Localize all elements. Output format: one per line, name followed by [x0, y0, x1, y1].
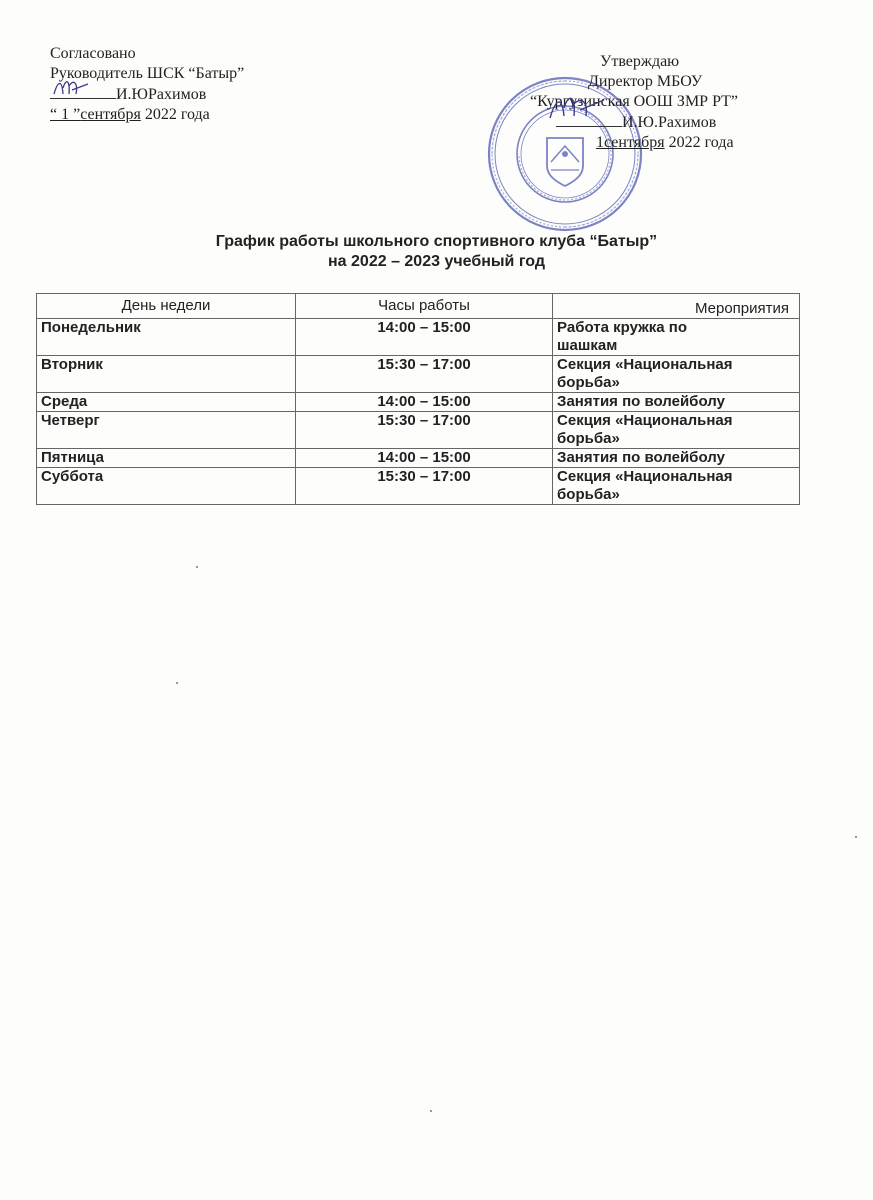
- cell-activity: [553, 319, 800, 356]
- approval-right-position: Директор МБОУ: [588, 73, 703, 90]
- approval-left-date-month: сентября: [80, 106, 141, 123]
- approval-left-signature-row: [50, 84, 244, 105]
- approval-right-heading: Утверждаю: [600, 53, 680, 70]
- table-header-row: [37, 294, 800, 319]
- signature-icon: [50, 84, 116, 99]
- approval-right-date: [520, 133, 840, 153]
- cell-hours: 15:30 – 17:00: [296, 412, 553, 449]
- cell-hours: 15:30 – 17:00: [296, 356, 553, 393]
- cell-activity-line1: Работа кружка по: [557, 319, 687, 336]
- table-row: [37, 319, 800, 356]
- approval-right: [520, 52, 840, 153]
- document-title-line2: на 2022 – 2023 учебный год: [328, 253, 545, 270]
- document-title-line1: График работы школьного спортивного клуба “Батыр”: [215, 233, 658, 250]
- table-row: [37, 393, 800, 412]
- approval-right-signature-row: [520, 112, 840, 133]
- cell-hours: 14:00 – 15:00: [296, 449, 553, 468]
- cell-activity-line1: Занятия по волейболу: [557, 449, 725, 466]
- cell-day: Среда: [37, 393, 296, 412]
- cell-hours: 14:00 – 15:00: [296, 319, 553, 356]
- cell-hours: 14:00 – 15:00: [296, 393, 553, 412]
- schedule-table: [36, 293, 800, 505]
- scan-speck: [176, 682, 178, 684]
- header-hours: Часы работы: [296, 294, 553, 319]
- cell-hours: 15:30 – 17:00: [296, 468, 553, 505]
- cell-day: Понедельник: [37, 319, 296, 356]
- header-day: День недели: [37, 294, 296, 319]
- cell-activity-line2: борьба»: [557, 374, 620, 391]
- approval-left: [50, 44, 244, 125]
- signature-icon: [556, 112, 622, 127]
- approval-left-date-year: 2022 года: [144, 106, 210, 123]
- approval-left-date: [50, 105, 244, 125]
- cell-day: Пятница: [37, 449, 296, 468]
- approval-right-date-day: 1: [596, 134, 604, 151]
- cell-activity: [553, 356, 800, 393]
- table-row: [37, 412, 800, 449]
- cell-day: Вторник: [37, 356, 296, 393]
- table-row: [37, 356, 800, 393]
- cell-activity: [553, 412, 800, 449]
- table-row: [37, 449, 800, 468]
- cell-activity-line1: Секция «Национальная: [557, 468, 733, 485]
- cell-activity: [553, 449, 800, 468]
- cell-activity-line1: Секция «Национальная: [557, 356, 733, 373]
- cell-activity-line1: Секция «Национальная: [557, 412, 733, 429]
- cell-activity-line2: борьба»: [557, 486, 620, 503]
- approval-right-date-year: 2022 года: [668, 134, 734, 151]
- scan-speck: [855, 836, 857, 838]
- cell-activity: [553, 468, 800, 505]
- cell-activity-line2: борьба»: [557, 430, 620, 447]
- cell-day: Суббота: [37, 468, 296, 505]
- scan-speck: [430, 1110, 432, 1112]
- approval-left-date-day: “ 1 ”: [50, 106, 81, 123]
- approval-left-heading: Согласовано: [50, 45, 136, 62]
- approval-left-position: Руководитель ШСК “Батыр”: [50, 65, 245, 82]
- cell-activity-line2: шашкам: [557, 337, 618, 354]
- table-row: [37, 468, 800, 505]
- cell-day: Четверг: [37, 412, 296, 449]
- approval-right-name: И.Ю.Рахимов: [622, 114, 717, 131]
- cell-activity: [553, 393, 800, 412]
- cell-activity-line1: Занятия по волейболу: [557, 393, 725, 410]
- approval-left-name: И.ЮРахимов: [116, 86, 207, 103]
- approval-right-org: “Кургузинская ООШ ЗМР РТ”: [530, 93, 739, 110]
- scan-speck: [196, 566, 198, 568]
- header-activity: Мероприятия: [553, 294, 800, 319]
- document-title: [0, 232, 873, 272]
- approval-right-date-month: сентября: [604, 134, 665, 151]
